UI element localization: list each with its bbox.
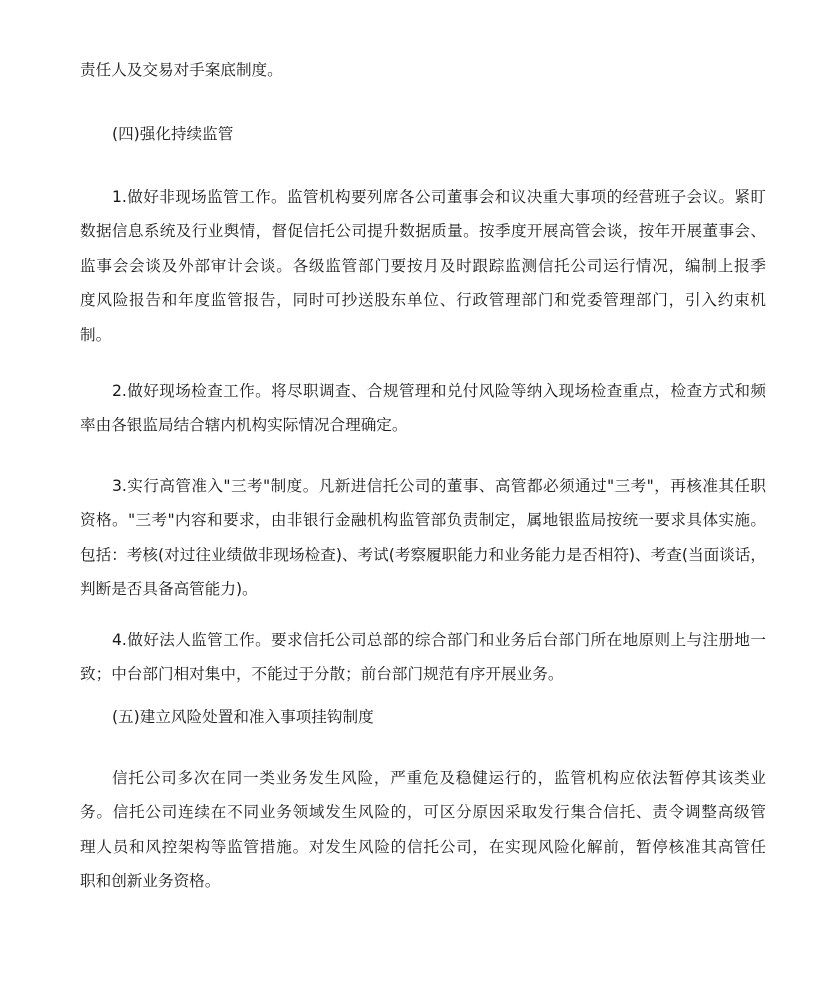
text-line: 包括：考核(对过往业绩做非现场检查)、考试(考察履职能力和业务能力是否相符)、考查(当面谈话， bbox=[80, 545, 766, 564]
text-line: 4.做好法人监管工作。要求信托公司总部的综合部门和业务后台部门所在地原则上与注册地一 bbox=[112, 631, 766, 649]
text-line: 率由各银监局结合辖内机构实际情况合理确定。 bbox=[80, 416, 408, 435]
text-line: 责任人及交易对手案底制度。 bbox=[80, 61, 283, 79]
text-line: 3.实行高管准入"三考"制度。凡新进信托公司的董事、高管都必须通过"三考"，再核准其任职 bbox=[112, 477, 766, 495]
paragraph bbox=[80, 53, 766, 87]
text-line: 信托公司多次在同一类业务发生风险，严重危及稳健运行的，监管机构应依法暂停其该类业 bbox=[112, 769, 766, 787]
text-line: 监事会会谈及外部审计会谈。各级监管部门要按月及时跟踪监测信托公司运行情况，编制上报季 bbox=[80, 256, 766, 275]
text-line: 度风险报告和年度监管报告，同时可抄送股东单位、行政管理部门和党委管理部门，引入约束机 bbox=[80, 291, 766, 310]
paragraph bbox=[80, 469, 766, 607]
text-line: 数据信息系统及行业舆情，督促信托公司提升数据质量。按季度开展高管会谈，按年开展董事会、 bbox=[80, 222, 766, 241]
text-line: 判断是否具备高管能力)。 bbox=[80, 580, 258, 599]
paragraph bbox=[80, 374, 766, 443]
text-line: 2.做好现场检查工作。将尽职调查、合规管理和兑付风险等纳入现场检查重点，检查方式和频 bbox=[112, 382, 766, 400]
text-line: (五)建立风险处置和准入事项挂钩制度 bbox=[112, 708, 374, 726]
text-line: 理人员和风控架构等监管措施。对发生风险的信托公司，在实现风险化解前，暂停核准其高管任 bbox=[80, 837, 766, 856]
text-line: 务。信托公司连续在不同业务领域发生风险的，可区分原因采取发行集合信托、责令调整高级管 bbox=[80, 803, 766, 822]
text-line: 资格。"三考"内容和要求，由非银行金融机构监管部负责制定，属地银监局按统一要求具体实施。 bbox=[80, 511, 766, 530]
text-line: 职和创新业务资格。 bbox=[80, 872, 221, 891]
text-line: 致；中台部门相对集中，不能过于分散；前台部门规范有序开展业务。 bbox=[80, 665, 564, 684]
section-heading bbox=[80, 700, 766, 734]
text-line: (四)强化持续监管 bbox=[112, 125, 234, 143]
paragraph bbox=[80, 180, 766, 352]
text-line: 制。 bbox=[80, 325, 112, 344]
section-heading bbox=[80, 117, 766, 151]
paragraph bbox=[80, 623, 766, 692]
paragraph bbox=[80, 761, 766, 899]
text-line: 1.做好非现场监管工作。监管机构要列席各公司董事会和议决重大事项的经营班子会议。紧盯 bbox=[112, 188, 766, 206]
